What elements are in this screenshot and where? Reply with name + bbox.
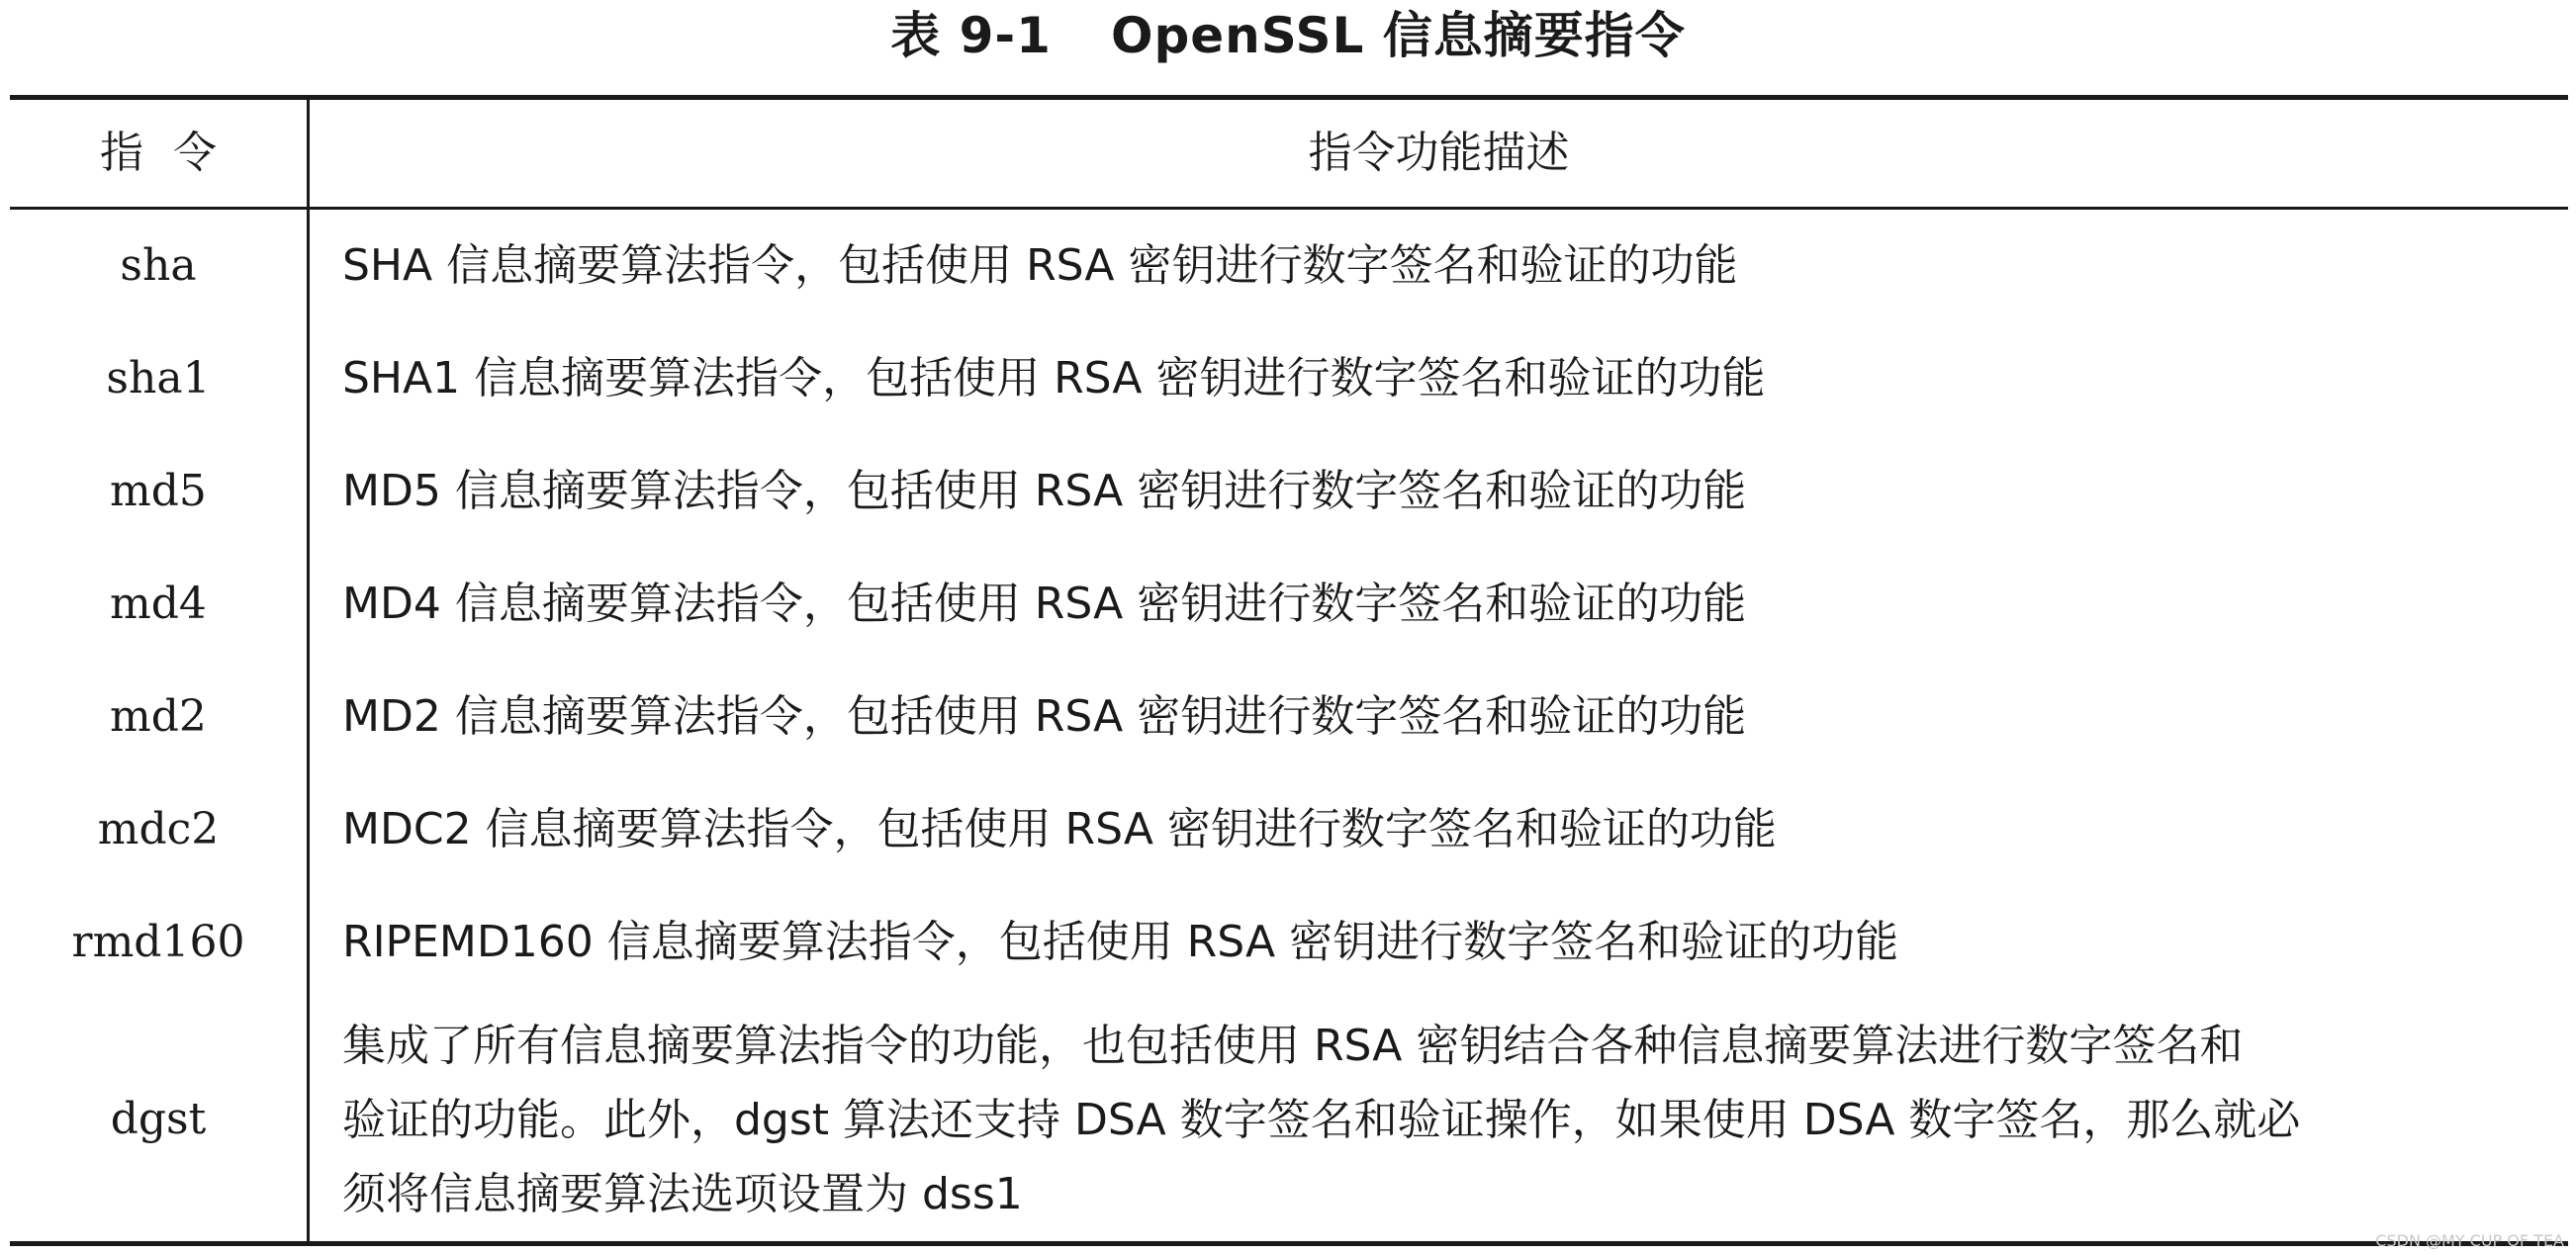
description-line: 集成了所有信息摘要算法指令的功能，也包括使用 RSA 密钥结合各种信息摘要算法进行数字签名和 [342, 1021, 2244, 1071]
command-cell: mdc2 [97, 804, 220, 854]
table-row [10, 435, 2568, 548]
description-line: 验证的功能。此外，dgst 算法还支持 DSA 数字签名和验证操作，如果使用 DSA 数字签名，那么就必 [342, 1095, 2301, 1145]
header-description: 指令功能描述 [1308, 128, 1570, 178]
table-row [10, 322, 2568, 435]
command-cell: md2 [110, 691, 207, 742]
table-row [10, 1001, 2568, 1238]
header-command: 指令 [100, 128, 246, 178]
table-caption [0, 4, 2576, 67]
bottom-rule [10, 1241, 2568, 1246]
description-cell: RIPEMD160 信息摘要算法指令，包括使用 RSA 密钥进行数字签名和验证的功能 [342, 917, 1899, 967]
watermark: CSDN @MY CUP OF TEA [2375, 1231, 2564, 1250]
description-cell: MD2 信息摘要算法指令，包括使用 RSA 密钥进行数字签名和验证的功能 [342, 691, 1747, 742]
command-cell: md5 [110, 466, 207, 516]
command-cell: sha [120, 240, 197, 291]
command-cell: sha1 [106, 353, 211, 403]
table-title: OpenSSL 信息摘要指令 [1110, 7, 1686, 64]
description-cell: MD5 信息摘要算法指令，包括使用 RSA 密钥进行数字签名和验证的功能 [342, 466, 1747, 516]
description-cell: SHA 信息摘要算法指令，包括使用 RSA 密钥进行数字签名和验证的功能 [342, 240, 1738, 291]
table-row [10, 548, 2568, 661]
description-cell: SHA1 信息摘要算法指令，包括使用 RSA 密钥进行数字签名和验证的功能 [342, 353, 1766, 403]
table-number: 表 9-1 [890, 7, 1052, 64]
table-row [10, 773, 2568, 886]
description-line: 须将信息摘要算法选项设置为 dss1 [342, 1169, 1023, 1219]
description-cell: MDC2 信息摘要算法指令，包括使用 RSA 密钥进行数字签名和验证的功能 [342, 804, 1777, 854]
command-cell: md4 [110, 579, 207, 629]
command-cell: dgst [110, 1094, 207, 1144]
command-cell: rmd160 [71, 917, 245, 967]
table-row [10, 210, 2568, 322]
table-row [10, 886, 2568, 999]
description-cell [342, 1009, 2558, 1231]
description-cell: MD4 信息摘要算法指令，包括使用 RSA 密钥进行数字签名和验证的功能 [342, 579, 1747, 629]
table-row [10, 661, 2568, 773]
